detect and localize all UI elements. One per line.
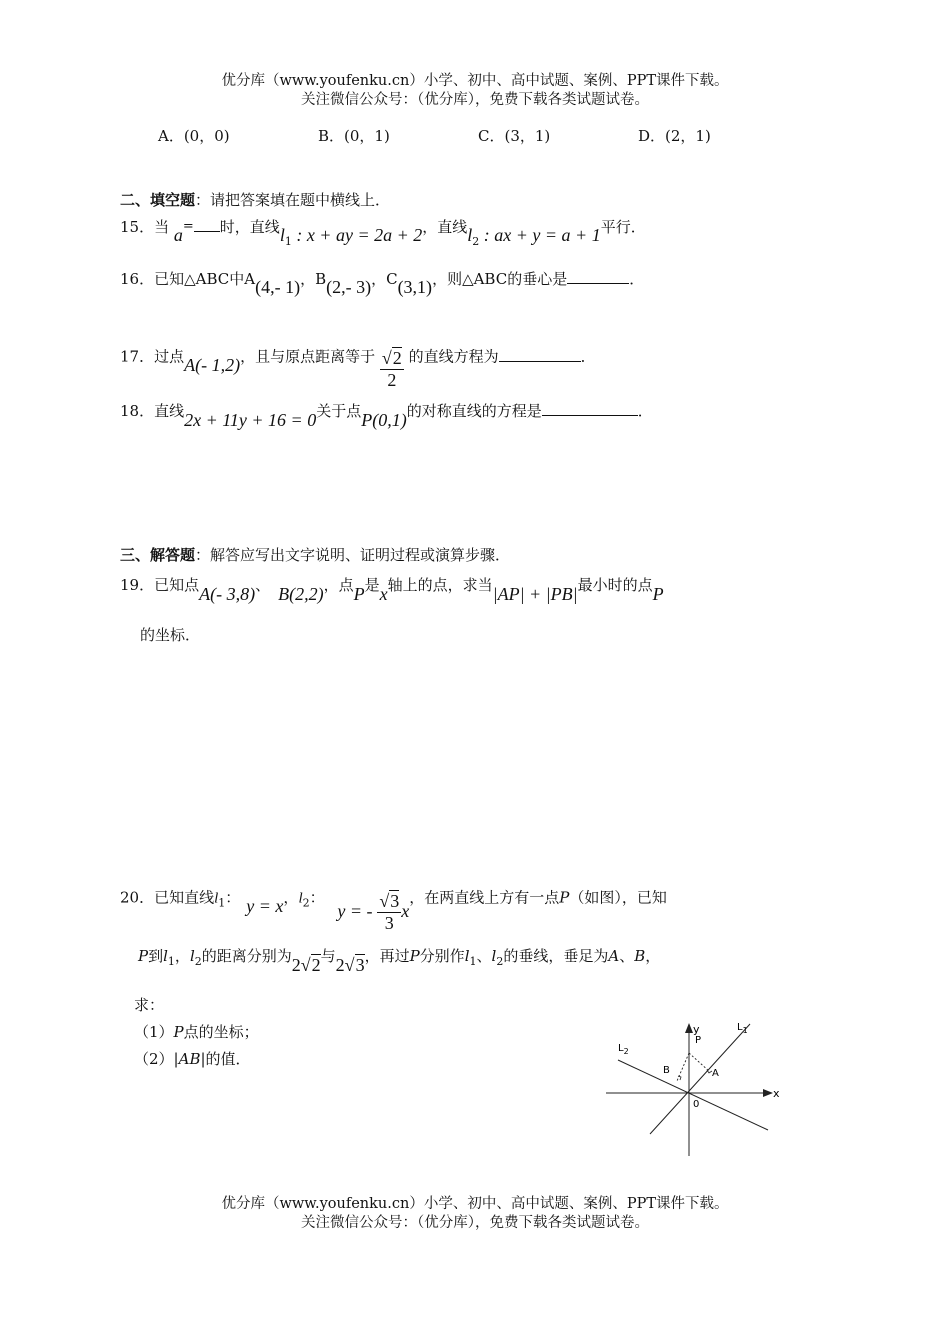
q20-l2-l1-sub: 1: [167, 955, 175, 968]
q15-l1-equation: : x + ay = 2a + 2: [291, 225, 423, 245]
section-2-title: 二、填空题: [120, 191, 196, 209]
q20-l2-l2-sub: 2: [194, 955, 202, 968]
q19-text-2: ，点: [323, 576, 354, 594]
q20-l2-l2-b-sub: 2: [496, 955, 504, 968]
q16-number: 16．: [120, 270, 155, 288]
q15-blank: [194, 217, 220, 232]
point-b-label: B: [663, 1065, 670, 1076]
question-18: [120, 400, 653, 430]
coordinate-figure: [600, 1020, 790, 1160]
q15-var: a: [173, 225, 183, 245]
q20-l2-l1-b-sub: 1: [469, 955, 477, 968]
q17-text-3: 的直线方程为: [408, 347, 499, 366]
question-15: [120, 216, 646, 248]
q19-sep: 、: [255, 576, 271, 594]
q19-text: 已知点: [154, 576, 200, 594]
q18-point: P(0,1): [361, 410, 407, 430]
q19-text-3: 是: [364, 576, 380, 594]
question-20: [120, 877, 667, 933]
q20-eq-2-fraction: $\frac{√3}{3}$: [379, 891, 400, 933]
q20-l2-to: 到: [148, 947, 164, 965]
q19-number: 19．: [120, 576, 155, 594]
q16-text-2: ，则△ABC的垂心是: [432, 270, 568, 288]
q20-dist-1-rad: 2: [311, 955, 321, 975]
q15-eq-sign: =: [182, 219, 194, 234]
segment-pb: [677, 1053, 689, 1081]
q18-blank: [542, 401, 638, 416]
q15-l1: l: [279, 225, 285, 245]
q20-l2-text-3: 分别作: [419, 947, 465, 965]
l2-label-sub: 2: [623, 1047, 629, 1056]
q20-l2-a: A: [608, 947, 620, 965]
q16-text: 已知△ABC中A: [154, 270, 256, 288]
q20-l2-sep: 、: [476, 947, 492, 965]
q20-line-3: 求：: [134, 996, 165, 1014]
q20-l2-b: B: [634, 947, 646, 965]
section-3-title: 三、解答题: [120, 546, 196, 564]
question-16: [120, 268, 645, 297]
q20-number: 20．: [120, 888, 155, 907]
q15-text: 当: [154, 218, 170, 236]
q16-sep-c: ，C: [371, 270, 398, 288]
origin-label: 0: [693, 1099, 700, 1110]
q20-p: P: [559, 888, 570, 907]
x-label: x: [773, 1087, 780, 1100]
section-3-heading: [120, 544, 510, 565]
q18-equation: 2x + 11y + 16 = 0: [184, 410, 317, 430]
q20-sub-1: [134, 1021, 259, 1042]
q19-point-a: A(- 3,8): [199, 584, 256, 604]
option-b: B．(0，1): [318, 127, 390, 145]
q15-l2-sub: 2: [472, 235, 480, 248]
q20-colon-2: ：: [309, 888, 325, 907]
q20-eq-2-pre: y = -: [337, 900, 373, 921]
q20-sub-1-text: 点的坐标；: [183, 1023, 259, 1041]
section-2-heading: [120, 189, 390, 210]
q20-l2-sep-2: 、: [619, 947, 635, 965]
q20-l2-l1: l: [163, 947, 168, 965]
q20-colon: ：: [225, 888, 241, 907]
header-line-1: 优分库（www.youfenku.cn）小学、初中、高中试题、案例、PPT课件下载。: [221, 73, 729, 89]
q20-l2-comma: ，: [174, 947, 190, 965]
q20-l2-l1-b: l: [464, 947, 470, 965]
q18-text-3: 的对称直线的方程是: [406, 402, 542, 420]
option-a: A．(0，0): [158, 127, 230, 145]
q20-l2-text-4: 的垂线，垂足为: [503, 947, 609, 965]
l1-label-main: L: [737, 1022, 743, 1033]
q18-number: 18．: [120, 402, 155, 420]
q19-x: x: [379, 584, 388, 604]
q20-l2-text: 的距离分别为: [201, 947, 292, 965]
q20-l2-l2-b: l: [491, 947, 497, 965]
q17-blank: [499, 347, 581, 362]
q20-dist-2-coef: 2: [335, 955, 345, 975]
q19-line-2: 的坐标．: [140, 626, 201, 644]
q20-l1: l: [214, 890, 219, 907]
q16-end: ．: [629, 270, 645, 288]
q17-point: A(- 1,2): [184, 354, 241, 375]
q20-sub-2-ab: AB: [178, 1050, 201, 1068]
q19-text-5: 最小时的点: [577, 576, 653, 594]
q20-dist-2-rad: 3: [355, 955, 365, 975]
q20-l2: l: [298, 890, 303, 907]
q19-p: P: [353, 584, 365, 604]
q20-sub-2-text: |的值．: [200, 1050, 251, 1068]
q20-dist-1: 2√2: [291, 955, 321, 975]
q17-fraction: $\frac{√2}{2}$: [381, 348, 402, 390]
q20-sub-2-num: （2）|: [134, 1050, 179, 1068]
q15-text-3: ，直线: [422, 218, 468, 236]
q15-l2: l: [467, 225, 473, 245]
q20-l2-sub: 2: [302, 896, 310, 910]
q20-comma: ，: [283, 888, 299, 907]
q20-l2-l2: l: [189, 947, 195, 965]
l1-label-sub: 1: [742, 1026, 748, 1035]
q15-l1-sub: 1: [284, 235, 292, 248]
q20-sub-1-p: P: [173, 1023, 184, 1041]
q17-text: 过点: [154, 347, 185, 366]
q16-blank: [567, 269, 629, 284]
q20-eq-2: [337, 891, 410, 933]
q17-frac-den: 2: [387, 370, 397, 390]
q17-frac-num: 2: [392, 348, 402, 368]
line-l2: [618, 1060, 768, 1130]
q16-point-a: (4,- 1): [255, 277, 301, 297]
option-c: C．(3，1): [478, 127, 551, 145]
y-label: y: [693, 1023, 700, 1036]
q19-point-b: B(2,2): [278, 584, 324, 604]
q20-l2-text-2: ，再过: [364, 947, 410, 965]
q20-text: 已知直线: [154, 888, 215, 907]
q20-text-4: （如图），已知: [569, 888, 667, 907]
section-2-desc: ：请把答案填在题中横线上．: [195, 191, 391, 209]
q20-line-2: [138, 945, 661, 975]
l1-label: [737, 1022, 748, 1035]
q18-text-2: 关于点: [316, 402, 362, 420]
header-line-2: 关注微信公众号：（优分库），免费下载各类试题试卷。: [301, 92, 649, 108]
q20-l2-p: P: [138, 947, 149, 965]
q18-end: ．: [637, 402, 653, 420]
q16-point-b: (2,- 3): [326, 277, 372, 297]
q20-dist-1-coef: 2: [291, 955, 301, 975]
q20-l2-and: 与: [320, 947, 336, 965]
q16-point-c: (3,1): [397, 277, 433, 297]
q15-text-4: 平行．: [600, 218, 646, 236]
point-p-label: P: [695, 1035, 702, 1046]
q20-dist-2: 2√3: [335, 955, 365, 975]
q20-eq-1: y = x: [246, 895, 284, 916]
q20-l1-sub: 1: [218, 896, 226, 910]
q18-text: 直线: [154, 402, 185, 420]
question-19: [120, 574, 664, 604]
footer-line-1: 优分库（www.youfenku.cn）小学、初中、高中试题、案例、PPT课件下载。: [221, 1196, 729, 1212]
segment-pa: [689, 1053, 710, 1072]
option-d: D．(2，1): [638, 127, 711, 145]
l2-label-main: L: [618, 1043, 624, 1054]
q17-end: ．: [580, 347, 596, 366]
q20-eq-2-post: x: [401, 900, 410, 921]
q20-sub-1-num: （1）: [134, 1023, 174, 1041]
q15-number: 15．: [120, 218, 155, 236]
section-3-desc: ：解答应写出文字说明、证明过程或演算步骤．: [195, 546, 511, 564]
point-a-label: A: [712, 1068, 719, 1079]
q20-sub-2: [134, 1048, 251, 1069]
question-17: [120, 336, 596, 390]
q16-sep-b: ，B: [300, 270, 327, 288]
q20-frac-num: 3: [390, 891, 400, 911]
q20-frac-den: 3: [384, 913, 394, 933]
q17-number: 17．: [120, 347, 155, 366]
q20-l2-p-2: P: [409, 947, 420, 965]
q19-text-4: 轴上的点，求当: [387, 576, 493, 594]
q20-l2-end: ，: [645, 947, 661, 965]
q15-text-2: 时，直线: [219, 218, 280, 236]
q19-expression: |AP| + |PB|: [492, 584, 578, 604]
q15-l2-equation: : ax + y = a + 1: [479, 225, 601, 245]
footer-line-2: 关注微信公众号：（优分库），免费下载各类试题试卷。: [301, 1215, 649, 1231]
l2-label: [618, 1043, 629, 1056]
q17-text-2: ，且与原点距离等于: [240, 347, 376, 366]
q20-text-3: ，在两直线上方有一点: [409, 888, 560, 907]
q19-p-2: P: [652, 584, 664, 604]
